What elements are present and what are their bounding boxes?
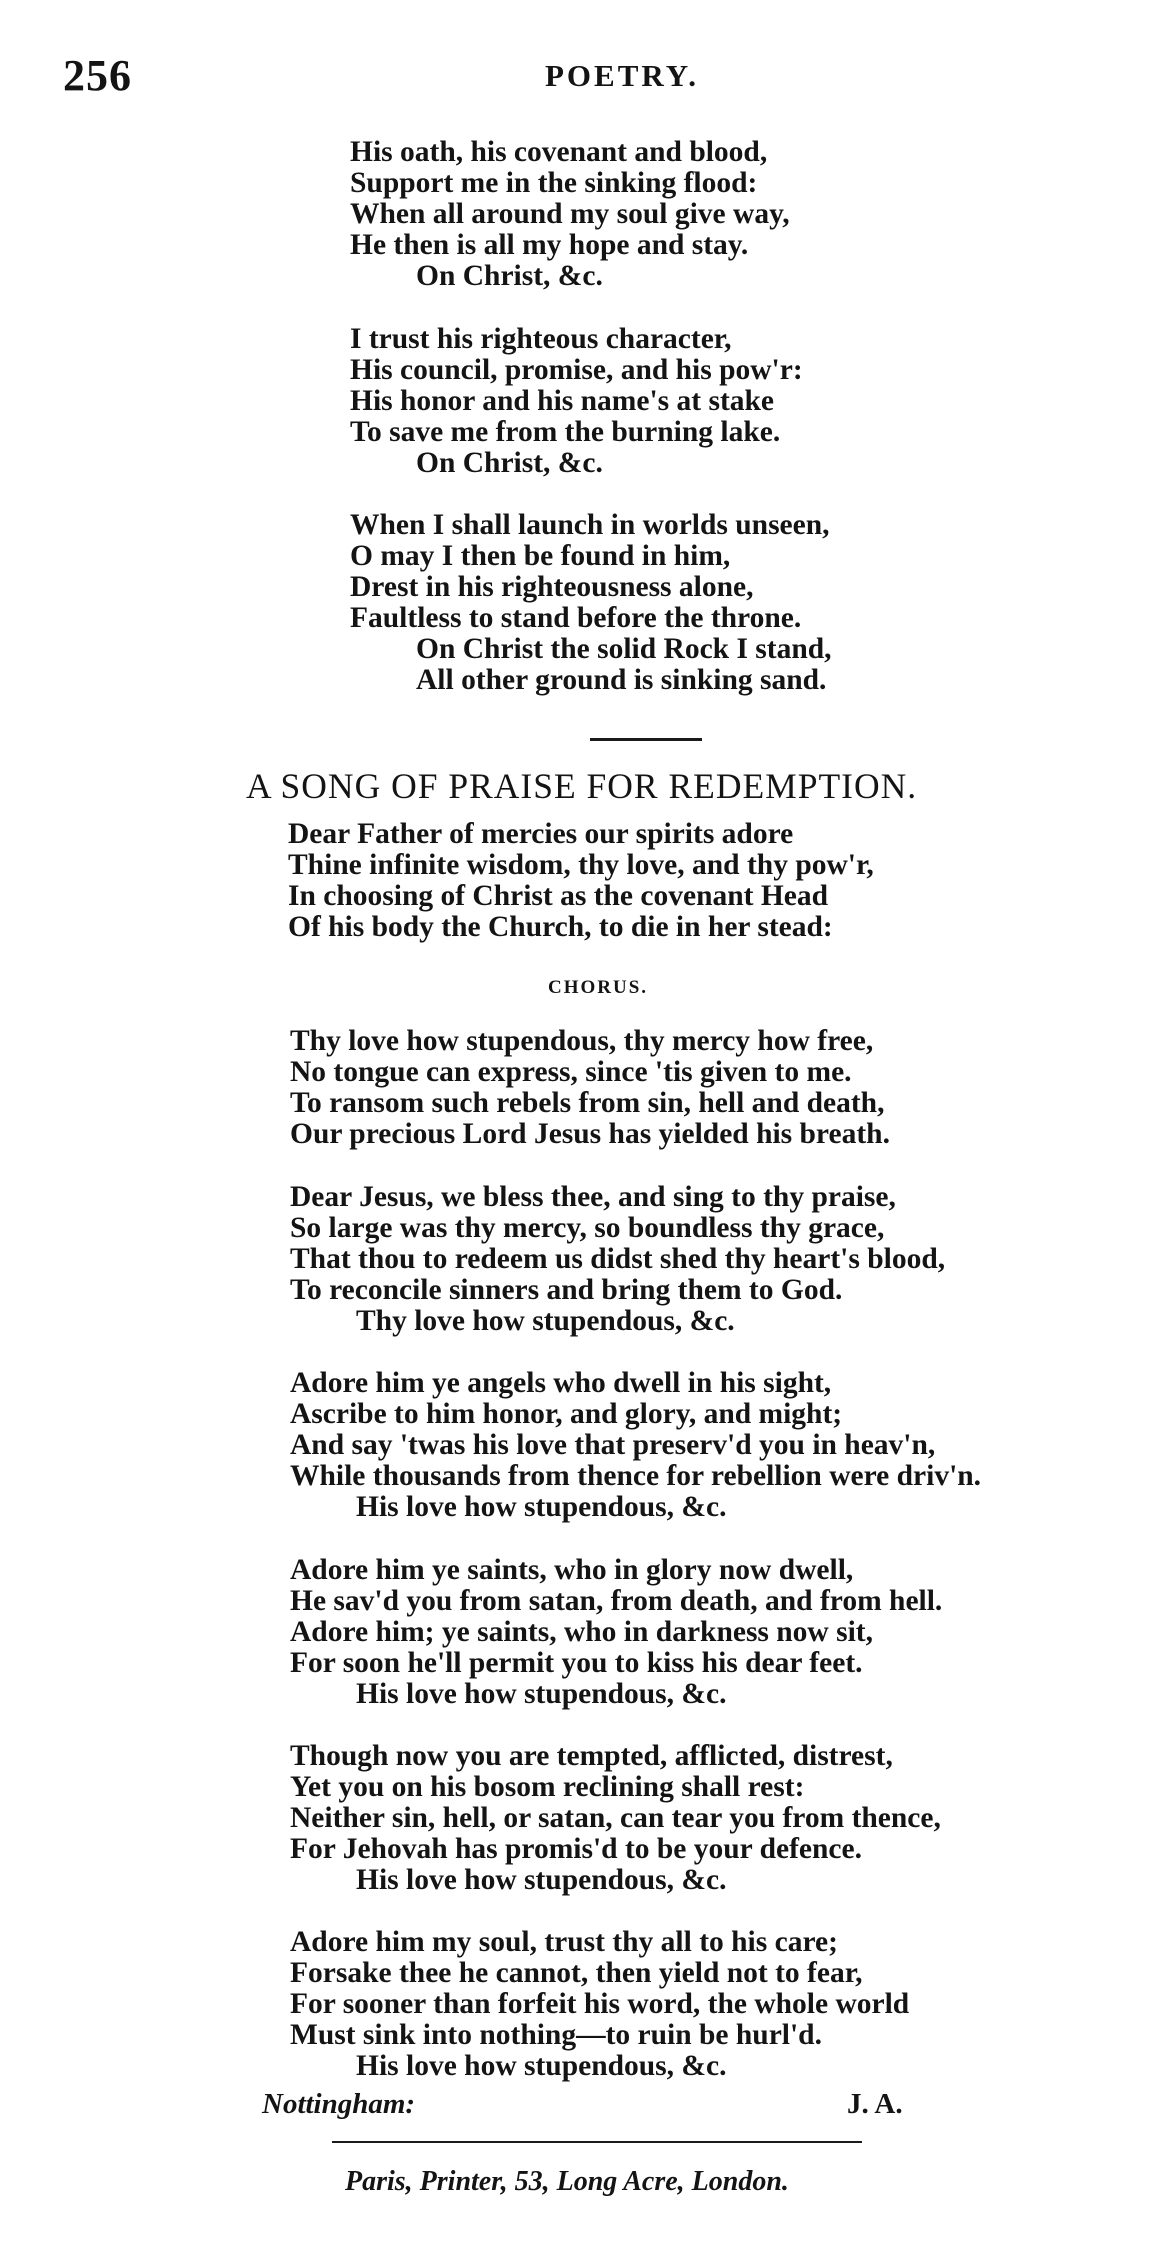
verse-line: Neither sin, hell, or satan, can tear you from thence, xyxy=(290,1802,941,1834)
verse-line: Adore him my soul, trust thy all to his care; xyxy=(290,1926,838,1958)
verse-line: No tongue can express, since 'tis given to me. xyxy=(290,1056,852,1088)
verse-line: To ransom such rebels from sin, hell and death, xyxy=(290,1087,885,1119)
verse-line: Though now you are tempted, afflicted, distrest, xyxy=(290,1740,893,1772)
verse-line: For sooner than forfeit his word, the whole world xyxy=(290,1988,910,2020)
stanza xyxy=(290,1741,941,1896)
verse-line: Support me in the sinking flood: xyxy=(350,167,758,199)
verse-line: In choosing of Christ as the covenant Head xyxy=(288,880,829,912)
verse-line: Must sink into nothing—to ruin be hurl'd. xyxy=(290,2019,822,2051)
verse-line: While thousands from thence for rebellion were driv'n. xyxy=(290,1460,982,1492)
verse-line: So large was thy mercy, so boundless thy grace, xyxy=(290,1212,885,1244)
section-divider xyxy=(590,738,702,741)
verse-line: Adore him; ye saints, who in darkness now sit, xyxy=(290,1616,873,1648)
verse-line: He sav'd you from satan, from death, and from hell. xyxy=(290,1585,943,1617)
stanza xyxy=(290,1182,945,1337)
chorus-label: CHORUS. xyxy=(548,977,649,998)
song-title: A SONG OF PRAISE FOR REDEMPTION. xyxy=(246,766,918,806)
verse-line: His honor and his name's at stake xyxy=(350,385,775,417)
verse-line: Adore him ye angels who dwell in his sight, xyxy=(290,1367,832,1399)
verse-line: And say 'twas his love that preserv'd you in heav'n, xyxy=(290,1429,936,1461)
refrain-line: His love how stupendous, &c. xyxy=(356,2050,727,2082)
verse-line: That thou to redeem us didst shed thy heart's blood, xyxy=(290,1243,946,1275)
verse-line: Our precious Lord Jesus has yielded his breath. xyxy=(290,1118,890,1150)
verse-line: For soon he'll permit you to kiss his dear feet. xyxy=(290,1647,863,1679)
verse-line: Thy love how stupendous, thy mercy how free, xyxy=(290,1025,874,1057)
verse-line: Dear Jesus, we bless thee, and sing to thy praise, xyxy=(290,1181,896,1213)
refrain-line: On Christ, &c. xyxy=(416,447,603,479)
verse-line: To save me from the burning lake. xyxy=(350,416,781,448)
signature-initials: J. A. xyxy=(847,2088,903,2120)
verse-line: Ascribe to him honor, and glory, and might; xyxy=(290,1398,843,1430)
chorus-stanza xyxy=(290,1026,890,1150)
verse-line: For Jehovah has promis'd to be your defence. xyxy=(290,1833,862,1865)
opening-stanza xyxy=(288,819,874,943)
stanza xyxy=(290,1368,981,1523)
verse-line: When I shall launch in worlds unseen, xyxy=(350,509,830,541)
stanza xyxy=(290,1555,942,1710)
refrain-line: Thy love how stupendous, &c. xyxy=(356,1305,735,1337)
verse-line: When all around my soul give way, xyxy=(350,198,790,230)
verse-line: To reconcile sinners and bring them to God. xyxy=(290,1274,843,1306)
verse-line: I trust his righteous character, xyxy=(350,323,732,355)
stanza xyxy=(350,137,790,292)
verse-line: He then is all my hope and stay. xyxy=(350,229,749,261)
signature-place: Nottingham: xyxy=(262,2088,416,2120)
verse-line: O may I then be found in him, xyxy=(350,540,731,572)
printer-imprint: Paris, Printer, 53, Long Acre, London. xyxy=(345,2166,789,2197)
verse-line: Dear Father of mercies our spirits adore xyxy=(288,818,794,850)
refrain-line: His love how stupendous, &c. xyxy=(356,1864,727,1896)
refrain-line: On Christ the solid Rock I stand, xyxy=(416,633,832,665)
refrain-line: On Christ, &c. xyxy=(416,260,603,292)
stanza xyxy=(350,510,832,696)
verse-line: Forsake thee he cannot, then yield not to fear, xyxy=(290,1957,863,1989)
refrain-line: His love how stupendous, &c. xyxy=(356,1491,727,1523)
verse-line: Of his body the Church, to die in her stead: xyxy=(288,911,833,943)
verse-line: His council, promise, and his pow'r: xyxy=(350,354,803,386)
stanza xyxy=(350,324,803,479)
verse-line: Drest in his righteousness alone, xyxy=(350,571,754,603)
page-number: 256 xyxy=(63,51,132,100)
verse-line: His oath, his covenant and blood, xyxy=(350,136,768,168)
verse-line: Adore him ye saints, who in glory now dwell, xyxy=(290,1554,854,1586)
verse-line: Thine infinite wisdom, thy love, and thy pow'r, xyxy=(288,849,874,881)
running-head: POETRY. xyxy=(545,58,699,93)
verse-line: Faultless to stand before the throne. xyxy=(350,602,802,634)
verse-line: Yet you on his bosom reclining shall rest: xyxy=(290,1771,805,1803)
imprint-rule xyxy=(332,2141,862,2143)
refrain-line: His love how stupendous, &c. xyxy=(356,1678,727,1710)
refrain-line: All other ground is sinking sand. xyxy=(416,664,827,696)
stanza xyxy=(290,1927,909,2082)
